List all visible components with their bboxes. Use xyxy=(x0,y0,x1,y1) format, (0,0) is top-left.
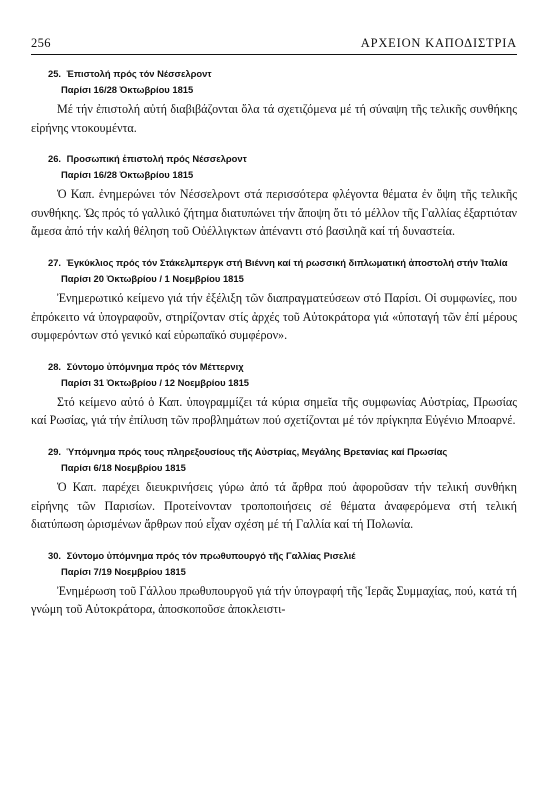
entry-29 xyxy=(31,444,517,534)
entry-date: Παρίσι 16/28 Ὀκτωβρίου 1815 xyxy=(61,169,194,181)
entry-title-text: Προσωπική ἐπιστολή πρός Νέσσελροντ xyxy=(66,153,247,165)
entry-summary: Ὁ Καπ. ἐνημερώνει τόν Νέσσελροντ στά περισσότερα φλέγοντα θέματα ἐν ὄψη τῆς τελικῆς συνθήκης. Ὡς πρός τό γαλλικό ζήτημα διατυπώνει τήν ἄποψη ὅτι τό μέλλον τῆς Γαλλίας ἐξαρτιόταν ἄμεσα ἀπό τήν καλή θέληση τοῦ Οὐέλλιγκτων ἀπέναντι στό βασιληᾶ καί τή δυναστεία. xyxy=(31,187,517,239)
running-header xyxy=(31,36,517,51)
running-title: ΑΡΧΕΙΟΝ ΚΑΠΟΔΙΣΤΡΙΑ xyxy=(360,36,517,50)
entry-title xyxy=(48,444,517,459)
entry-date: Παρίσι 31 Ὀκτωβρίου / 12 Νοεμβρίου 1815 xyxy=(61,376,250,388)
entry-title-text: Σύντομο ὑπόμνημα πρός τόν Μέττερνιχ xyxy=(66,360,244,372)
entry-summary: Μέ τήν ἐπιστολή αὐτή διαβιβάζονται ὅλα τά σχετιζόμενα μέ τή σύναψη τῆς τελικῆς συνθήκης εἰρήνης ντοκουμέντα. xyxy=(31,102,517,135)
entry-date: Παρίσι 6/18 Νοεμβρίου 1815 xyxy=(61,461,186,473)
entry-title xyxy=(48,548,517,563)
entry-number: 26. xyxy=(48,153,62,165)
entry-25 xyxy=(31,66,517,137)
entry-title-text: Ἐγκύκλιος πρός τόν Στάκελμπεργκ στή Βιέννη καί τή ρωσσική διπλωματική ἀποστολή στήν Ἰταλία xyxy=(66,256,508,268)
entry-title xyxy=(48,66,517,81)
entry-number: 27. xyxy=(48,256,62,268)
entry-summary: Στό κείμενο αὐτό ὁ Καπ. ὑπογραμμίζει τά κύρια σημεῖα τῆς συμφωνίας Αὐστρίας, Πρωσίας καί Ρωσίας, γιά τήν ἐπίλυση τῶν προβλημάτων πού σχετίζονται μέ τόν πρίγκηπα Εὐγένιο Μποαρνέ. xyxy=(31,394,517,428)
entry-number: 28. xyxy=(48,360,62,372)
entry-title-text: Ἐπιστολή πρός τόν Νέσσελροντ xyxy=(66,68,212,79)
entry-number: 30. xyxy=(48,549,62,561)
entry-date: Παρίσι 7/19 Νοεμβρίου 1815 xyxy=(61,565,186,577)
entry-title xyxy=(48,151,517,166)
entry-summary: Ὁ Καπ. παρέχει διευκρινήσεις γύρω ἀπό τά ἄρθρα πού ἀφοροῦσαν τήν τελική συνθήκη εἰρήνης τῶν Παρισίων. Προτείνονταν τροποποιήσεις σέ θέματα ἀναφερόμενα στή τελική διατύπωση ὡρισμένων ἄρθρων πού εἶχαν σχέση μέ τή Γαλλία καί τή Πολωνία. xyxy=(31,479,517,532)
entry-28 xyxy=(31,359,517,430)
entry-summary: Ἐνημερωτικό κείμενο γιά τήν ἐξέλιξη τῶν διαπραγματεύσεων στό Παρίσι. Οἱ συμφωνίες, που ἐπρόκειτο νά ὑπογραφοῦν, στηρίζονταν στίς ἀρχές τοῦ Αὐτοκράτορα γιά «ὑποταγή τῶν ἐπί μέρους συμφερόντων στό γενικό καί εὐρωπαϊκό συμφέρον». xyxy=(31,290,517,343)
header-rule xyxy=(31,54,517,55)
page-number: 256 xyxy=(31,36,51,50)
entry-title-text: Σύντομο ὑπόμνημα πρός τόν πρωθυπουργό τῆς Γαλλίας Ρισελιέ xyxy=(66,549,356,561)
entries-list xyxy=(31,66,517,633)
entry-title-text: Ὑπόμνημα πρός τους πληρεξουσίους τῆς Αὐστρίας, Μεγάλης Βρετανίας καί Πρωσίας xyxy=(66,445,448,457)
entry-title xyxy=(48,359,517,374)
entry-date: Παρίσι 20 Ὀκτωβρίου / 1 Νοεμβρίου 1815 xyxy=(61,272,244,284)
entry-summary: Ἐνημέρωση τοῦ Γάλλου πρωθυπουργοῦ γιά τήν ὑπογραφή τῆς Ἱερᾶς Συμμαχίας, πού, κατά τή γνώμη τοῦ Αὐτοκράτορα, ἀποσκοποῦσε ἀποκλειστι- xyxy=(31,583,517,617)
entry-number: 29. xyxy=(48,445,62,457)
entry-30 xyxy=(31,548,517,619)
entry-date: Παρίσι 16/28 Ὀκτωβρίου 1815 xyxy=(61,84,194,95)
entry-27 xyxy=(31,255,517,345)
entry-title xyxy=(48,255,517,270)
entry-26 xyxy=(31,151,517,241)
entry-number: 25. xyxy=(48,68,62,79)
